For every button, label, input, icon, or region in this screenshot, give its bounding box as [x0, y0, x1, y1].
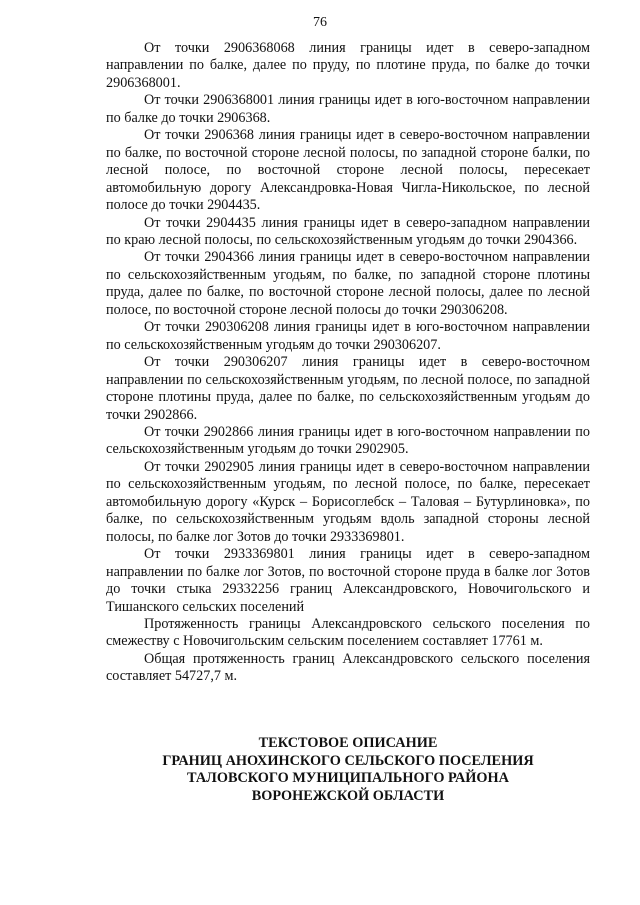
paragraph: От точки 290306208 линия границы идет в юго-восточном направлении по сельскохозяйственным угодьям до точки 290306207. [106, 319, 590, 353]
document-body [106, 40, 590, 686]
heading-line: ТЕКСТОВОЕ ОПИСАНИЕ [258, 735, 438, 751]
paragraph: От точки 2902866 линия границы идет в юго-восточном направлении по сельскохозяйственным угодьям до точки 2902905. [106, 423, 590, 458]
paragraph: Протяженность границы Александровского сельского поселения по смежеству с Новочигольским сельским поселением составляет 17761 м. [106, 615, 590, 650]
paragraph: От точки 2906368 линия границы идет в северо-восточном направлении по балке, по восточной стороне лесной полосы, по западной стороне балки, по лесной полосе, по восточной стороне лесной полосы, пересекает автомобильную дорогу Александровка-Новая Чигла-Никольское, по лесной полосе до точки 2904435. [106, 127, 590, 214]
paragraph: От точки 2902905 линия границы идет в северо-восточном направлении по сельскохозяйственным угодьям, по лесной полосе, по балке, пересекает автомобильную дорогу «Курск – Борисоглебск – Таловая – Бутурлиновка», по балке, по сельскохозяйственным угодьям вдоль западной стороны лесной полосы, по балке лог Зотов до точки 2933369801. [106, 458, 590, 545]
heading-line: ГРАНИЦ АНОХИНСКОГО СЕЛЬСКОГО ПОСЕЛЕНИЯ [162, 752, 534, 769]
heading-line: ВОРОНЕЖСКОЙ ОБЛАСТИ [251, 787, 445, 804]
paragraph: От точки 2933369801 линия границы идет в северо-западном направлении по балке лог Зотов, по восточной стороне пруда в балке лог Зотов до точки стыка 29332256 границ Александровского, Новочигольского и Тишанского сельских поселений [106, 546, 590, 615]
paragraph: От точки 2904435 линия границы идет в северо-западном направлении по краю лесной полосы, по сельскохозяйственным угодьям до точки 2904366. [106, 214, 590, 248]
section-heading [106, 735, 590, 805]
paragraph: От точки 2906368001 линия границы идет в юго-восточном направлении по балке до точки 2906368. [106, 92, 590, 126]
paragraph: Общая протяженность границ Александровского сельского поселения составляет 54727,7 м. [106, 650, 590, 685]
heading-line: ТАЛОВСКОГО МУНИЦИПАЛЬНОГО РАЙОНА [187, 770, 509, 786]
paragraph: От точки 290306207 линия границы идет в северо-восточном направлении по сельскохозяйственным угодьям, по лесной полосе, по западной стороне плотины пруда, далее по балке, по сельскохозяйственным угодьям до точки 2902866. [106, 354, 590, 423]
page-number: 76 [313, 15, 327, 30]
paragraph: От точки 2906368068 линия границы идет в северо-западном направлении по балке, далее по пруду, по плотине пруда, по балке до точки 2906368001. [106, 40, 590, 91]
paragraph: От точки 2904366 линия границы идет в северо-восточном направлении по сельскохозяйственным угодьям, по балке, по западной стороне плотины пруда, далее по балке, по восточной стороне лесной полосы, далее по лесной полосе, по восточной стороне лесной полосы до точки 290306208. [106, 249, 590, 318]
